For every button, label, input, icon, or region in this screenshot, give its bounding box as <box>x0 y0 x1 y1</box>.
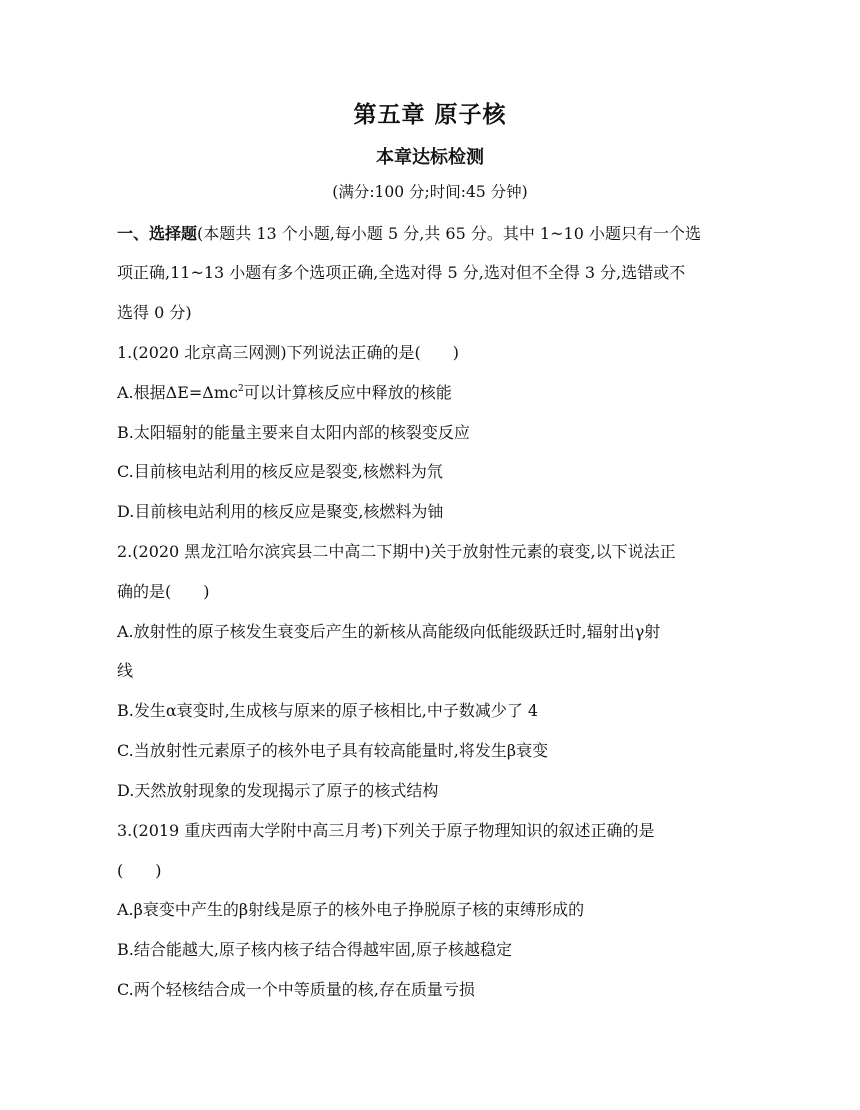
score-time-info: (满分:100 分;时间:45 分钟) <box>332 183 528 201</box>
test-subtitle: 本章达标检测 <box>376 147 484 168</box>
question-3-stem-line-2: ( ) <box>117 861 162 880</box>
question-1-stem: 1.(2020 北京高三网测)下列说法正确的是( ) <box>117 343 460 362</box>
section-intro-line-3: 选得 0 分) <box>117 303 192 322</box>
question-2-option-a-line-2: 线 <box>117 661 134 680</box>
question-1-option-c: C.目前核电站利用的核反应是裂变,核燃料为氘 <box>117 462 443 481</box>
section-intro-text: (本题共 13 个小题,每小题 5 分,共 65 分。其中 1~10 小题只有一个选 <box>197 224 701 243</box>
question-3-option-a: A.β衰变中产生的β射线是原子的核外电子挣脱原子核的束缚形成的 <box>117 900 585 919</box>
question-3-stem-line-1: 3.(2019 重庆西南大学附中高三月考)下列关于原子物理知识的叙述正确的是 <box>117 821 655 840</box>
chapter-title: 第五章 原子核 <box>353 102 507 128</box>
question-1-option-a <box>117 380 452 403</box>
question-2-option-d: D.天然放射现象的发现揭示了原子的核式结构 <box>117 781 439 800</box>
question-2-option-a-line-1: A.放射性的原子核发生衰变后产生的新核从高能级向低能级跃迁时,辐射出γ射 <box>117 622 661 641</box>
option-a-text-pre: A.根据ΔE=Δmc <box>117 383 238 402</box>
question-3-option-b: B.结合能越大,原子核内核子结合得越牢固,原子核越稳定 <box>117 940 513 959</box>
section-intro-line-1 <box>117 221 701 244</box>
option-a-superscript: 2 <box>237 384 244 394</box>
question-1-option-d: D.目前核电站利用的核反应是聚变,核燃料为铀 <box>117 502 444 521</box>
section-heading: 一、选择题 <box>117 224 198 243</box>
section-intro-line-2: 项正确,11~13 小题有多个选项正确,全选对得 5 分,选对但不全得 3 分,选错或不 <box>117 263 686 282</box>
question-1-option-b: B.太阳辐射的能量主要来自太阳内部的核裂变反应 <box>117 423 470 442</box>
option-a-text-post: 可以计算核反应中释放的核能 <box>243 383 452 402</box>
question-2-option-b: B.发生α衰变时,生成核与原来的原子核相比,中子数减少了 4 <box>117 701 539 720</box>
question-2-stem-line-2: 确的是( ) <box>117 582 210 601</box>
question-2-option-c: C.当放射性元素原子的核外电子具有较高能量时,将发生β衰变 <box>117 741 549 760</box>
question-3-option-c: C.两个轻核结合成一个中等质量的核,存在质量亏损 <box>117 980 475 999</box>
question-2-stem-line-1: 2.(2020 黑龙江哈尔滨宾县二中高二下期中)关于放射性元素的衰变,以下说法正 <box>117 542 676 561</box>
